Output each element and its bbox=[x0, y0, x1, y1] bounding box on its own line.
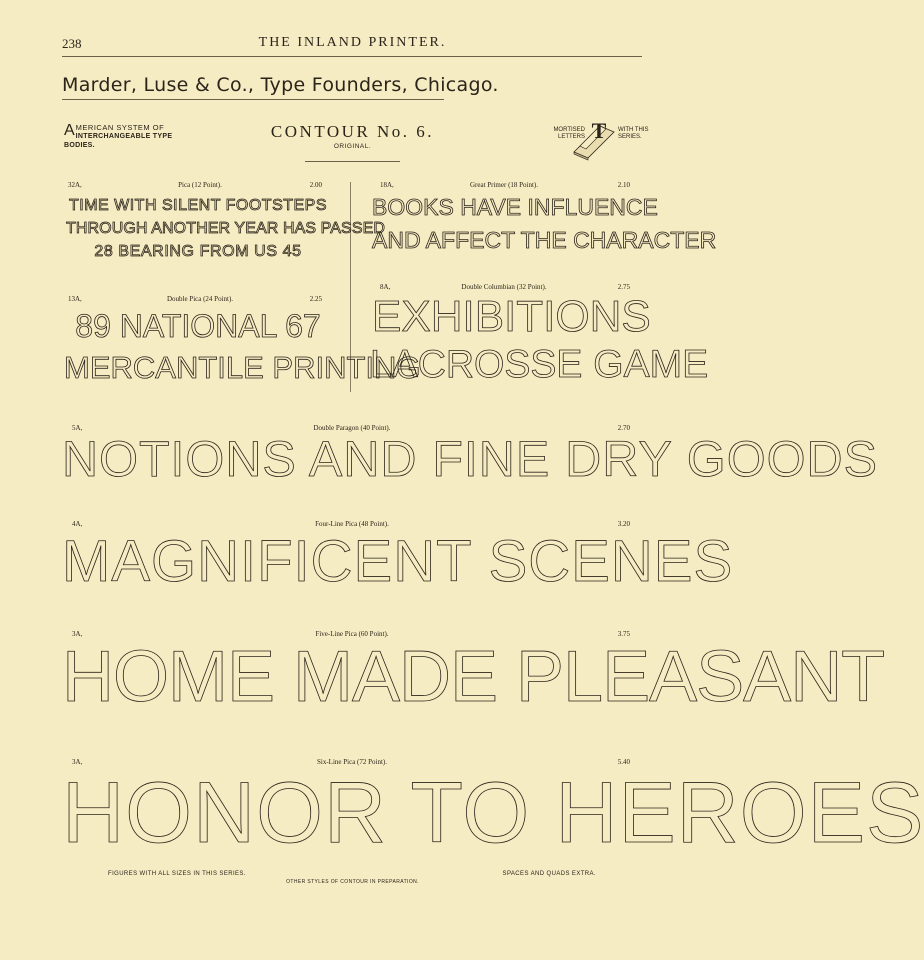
specimen-line: HONOR TO HEROES bbox=[62, 765, 924, 861]
specimen-line: MERCANTILE PRINTING bbox=[64, 350, 421, 385]
specimen-font-count: 32A, bbox=[68, 181, 82, 189]
footer-note-figures: FIGURES WITH ALL SIZES IN THIS SERIES. bbox=[108, 871, 246, 877]
specimen-line: HOME MADE PLEASANT bbox=[62, 637, 885, 717]
mortised-right-line2: SERIES. bbox=[618, 134, 642, 140]
specimen-line: NOTIONS AND FINE DRY GOODS bbox=[62, 431, 878, 487]
specimen-size: Five-Line Pica (60 Point). bbox=[315, 630, 389, 638]
footer-note-spaces: SPACES AND QUADS EXTRA. bbox=[502, 871, 596, 877]
specimen-font-count: 13A, bbox=[68, 295, 82, 303]
specimen-font-count: 3A, bbox=[72, 758, 83, 766]
specimen-line: 89 NATIONAL 67 bbox=[75, 308, 321, 344]
specimen-price: 3.20 bbox=[617, 520, 630, 528]
specimen-price: 2.70 bbox=[617, 424, 630, 432]
specimen-line: BOOKS HAVE INFLUENCE bbox=[372, 194, 658, 220]
specimen-price: 2.10 bbox=[617, 181, 630, 189]
specimen-font-count: 8A, bbox=[380, 283, 391, 291]
specimen-line: 28 BEARING FROM US 45 bbox=[94, 243, 302, 260]
specimen-size: Double Columbian (32 Point). bbox=[461, 283, 547, 291]
specimen-price: 2.75 bbox=[617, 283, 630, 291]
specimen-line: THROUGH ANOTHER YEAR HAS PASSED bbox=[66, 220, 386, 237]
specimen-line: AND AFFECT THE CHARACTER bbox=[372, 227, 717, 253]
specimen-line: EXHIBITIONS bbox=[372, 292, 651, 341]
specimen-price: 2.25 bbox=[309, 295, 322, 303]
specimen-line: LACROSSE GAME bbox=[370, 343, 709, 386]
mortised-letter-icon bbox=[570, 116, 618, 160]
american-system-initial: A bbox=[64, 122, 75, 139]
specimen-price: 5.40 bbox=[617, 758, 630, 766]
specimen-size: Pica (12 Point). bbox=[178, 181, 222, 189]
founder-rule bbox=[62, 99, 444, 100]
specimen-font-count: 3A, bbox=[72, 630, 83, 638]
footer-note-preparation: OTHER STYLES OF CONTOUR IN PREPARATION. bbox=[286, 879, 419, 885]
specimen-size: Double Pica (24 Point). bbox=[166, 295, 234, 303]
series-subtitle: ORIGINAL. bbox=[333, 143, 372, 150]
specimen-size: Great Primer (18 Point). bbox=[469, 181, 539, 189]
mortised-right bbox=[618, 127, 658, 141]
title-rule bbox=[305, 161, 400, 162]
specimen-font-count: 4A, bbox=[72, 520, 83, 528]
mortised-letter: T bbox=[591, 118, 607, 143]
mortised-left-line1: MORTISED bbox=[553, 127, 585, 133]
american-system-line2: INTERCHANGEABLE TYPE BODIES. bbox=[64, 133, 173, 149]
specimen-line: TIME WITH SILENT FOOTSTEPS bbox=[68, 197, 328, 214]
mortised-left-line2: LETTERS bbox=[557, 134, 585, 140]
specimen-size: Four-Line Pica (48 Point). bbox=[315, 520, 389, 528]
page-number: 238 bbox=[62, 36, 82, 51]
specimen-size: Double Paragon (40 Point). bbox=[313, 424, 391, 432]
specimen-line: MAGNIFICENT SCENES bbox=[62, 529, 734, 594]
american-system-line1: MERICAN SYSTEM OF bbox=[75, 123, 165, 132]
series-title: CONTOUR No. 6. bbox=[270, 122, 435, 141]
specimen-font-count: 5A, bbox=[72, 424, 83, 432]
founder-line: Marder, Luse & Co., Type Founders, Chicago. bbox=[62, 74, 499, 96]
specimen-price: 2.00 bbox=[309, 181, 322, 189]
mortised-right-line1: WITH THIS bbox=[618, 127, 649, 133]
specimen-size: Six-Line Pica (72 Point). bbox=[317, 758, 387, 766]
specimen-font-count: 18A, bbox=[380, 181, 394, 189]
header-rule bbox=[62, 56, 642, 57]
specimen-price: 3.75 bbox=[617, 630, 630, 638]
running-title: THE INLAND PRINTER. bbox=[258, 35, 447, 50]
